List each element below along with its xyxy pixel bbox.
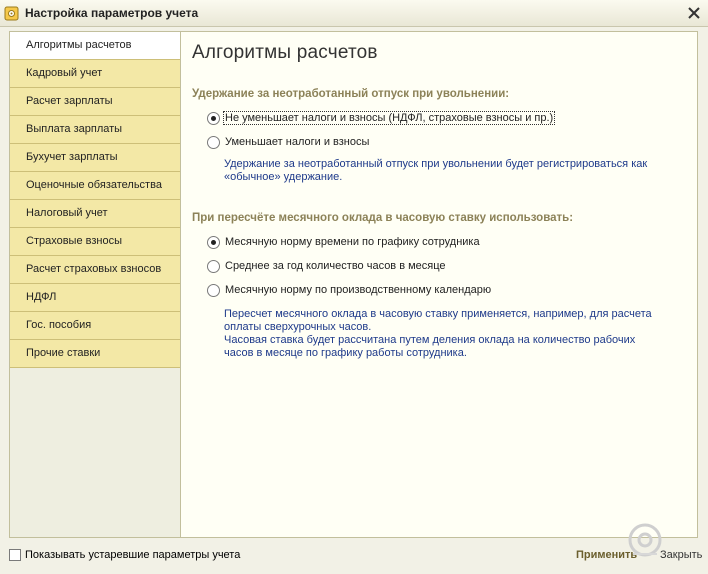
hint-line: Удержание за неотработанный отпуск при увольнении будет регистрироваться как — [224, 158, 648, 170]
radio-production-calendar[interactable] — [207, 282, 492, 298]
sidebar-item-algorithms[interactable]: Алгоритмы расчетов — [10, 32, 180, 60]
apply-button[interactable]: Применить — [576, 549, 638, 561]
section-heading-hourly-rate: При пересчёте месячного оклада в часовую ставку использовать: — [192, 212, 574, 224]
radio-button[interactable] — [207, 260, 220, 273]
radio-label: Месячную норму по производственному календарю — [225, 284, 492, 296]
hint-vacation-deduction — [224, 158, 664, 184]
radio-button[interactable] — [207, 136, 220, 149]
sidebar-item-insurance-calc[interactable]: Расчет страховых взносов — [10, 256, 180, 284]
close-button[interactable]: Закрыть — [660, 549, 703, 561]
close-icon[interactable] — [684, 3, 704, 23]
radio-button[interactable] — [207, 236, 220, 249]
radio-button[interactable] — [207, 284, 220, 297]
radio-label: Месячную норму времени по графику сотрудника — [225, 236, 480, 248]
page-title: Алгоритмы расчетов — [192, 42, 378, 63]
sidebar-item-ndfl[interactable]: НДФЛ — [10, 284, 180, 312]
hint-line: Пересчет месячного оклада в часовую ставку применяется, например, для расчета — [224, 308, 652, 320]
radio-label: Уменьшает налоги и взносы — [225, 136, 370, 148]
radio-not-reduce-taxes[interactable] — [207, 110, 554, 126]
radio-employee-schedule[interactable] — [207, 234, 481, 250]
window-title: Настройка параметров учета — [25, 6, 199, 20]
section-heading-vacation-deduction: Удержание за неотработанный отпуск при увольнении: — [192, 88, 510, 100]
radio-label: Не уменьшает налоги и взносы (НДФЛ, страховые взносы и пр.) — [225, 112, 554, 124]
radio-yearly-average[interactable] — [207, 258, 447, 274]
sidebar-item-gov-benefits[interactable]: Гос. пособия — [10, 312, 180, 340]
sidebar-item-hr[interactable]: Кадровый учет — [10, 60, 180, 88]
sidebar-item-estimated-liabilities[interactable]: Оценочные обязательства — [10, 172, 180, 200]
settings-sidebar — [9, 31, 181, 538]
checkbox[interactable] — [9, 549, 21, 561]
window-titlebar — [0, 0, 708, 27]
hint-line: оплаты сверхурочных часов. — [224, 321, 372, 333]
settings-content-panel — [180, 31, 698, 538]
sidebar-item-payroll-accounting[interactable]: Бухучет зарплаты — [10, 144, 180, 172]
sidebar-item-insurance[interactable]: Страховые взносы — [10, 228, 180, 256]
sidebar-item-payroll-calc[interactable]: Расчет зарплаты — [10, 88, 180, 116]
checkbox-label: Показывать устаревшие параметры учета — [25, 549, 241, 561]
radio-button[interactable] — [207, 112, 220, 125]
sidebar-item-tax-accounting[interactable]: Налоговый учет — [10, 200, 180, 228]
hint-line: Часовая ставка будет рассчитана путем деления оклада на количество рабочих — [224, 334, 636, 346]
sidebar-item-other-rates[interactable]: Прочие ставки — [10, 340, 180, 368]
hint-line: часов в месяце по графику работы сотрудника. — [224, 347, 467, 359]
app-settings-icon — [4, 6, 19, 21]
radio-reduce-taxes[interactable] — [207, 134, 370, 150]
sidebar-item-payroll-payment[interactable]: Выплата зарплаты — [10, 116, 180, 144]
watermark-logo-icon — [615, 518, 705, 568]
hint-line: «обычное» удержание. — [224, 171, 343, 183]
show-obsolete-checkbox[interactable] — [9, 549, 240, 561]
hint-hourly-rate — [224, 308, 664, 360]
radio-label: Среднее за год количество часов в месяце — [225, 260, 446, 272]
